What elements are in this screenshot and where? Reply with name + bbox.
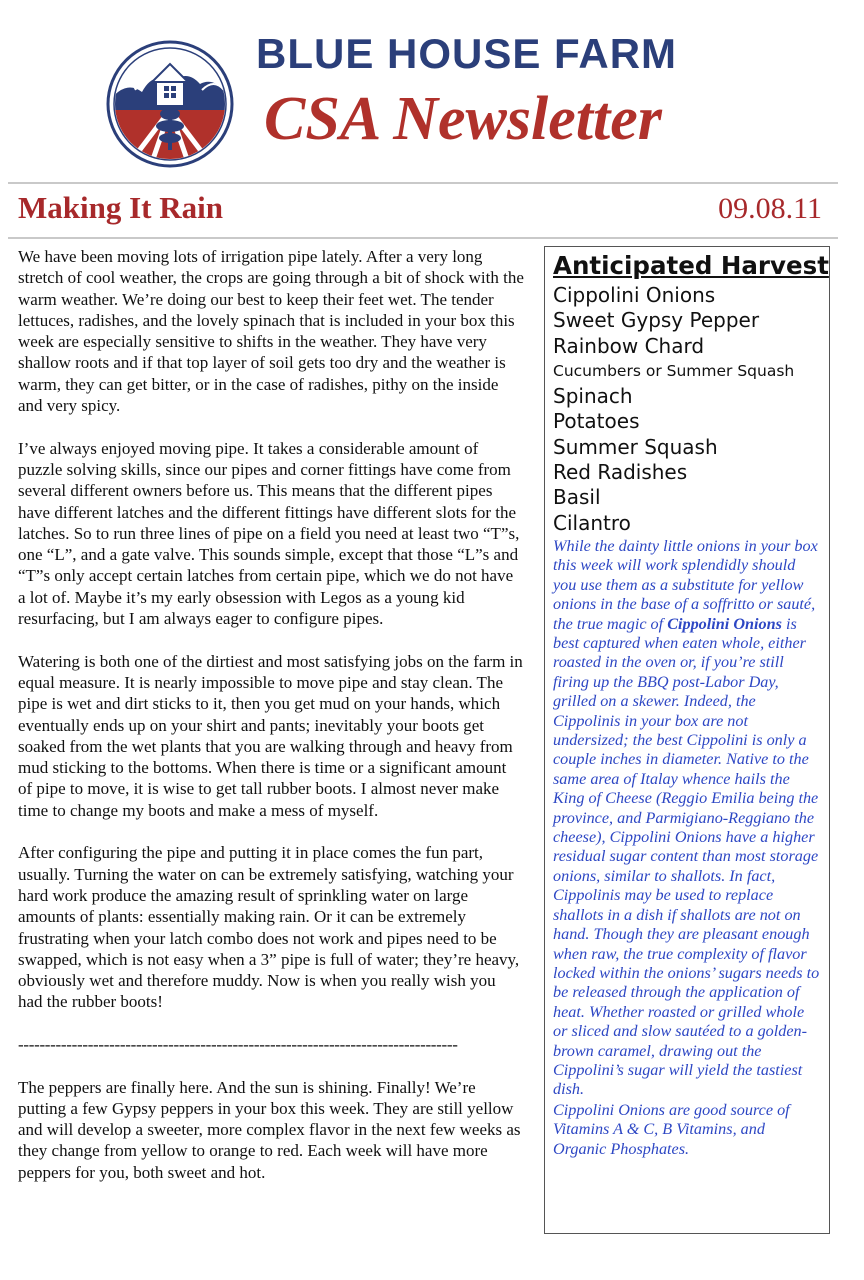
newsletter-name: CSA Newsletter [264, 85, 662, 153]
harvest-item: Summer Squash [553, 434, 718, 459]
section-separator: ---------------------------------------------------------------------------------- [18, 1034, 458, 1054]
note-highlight: Cippolini Onions [667, 614, 782, 633]
harvest-item: Cippolini Onions [553, 283, 716, 307]
header-divider [8, 182, 838, 184]
harvest-list [553, 283, 821, 536]
cippolini-note [553, 537, 821, 1100]
headline-divider [8, 237, 838, 239]
harvest-title: Anticipated Harvest [553, 251, 829, 280]
harvest-item: Potatoes [553, 409, 640, 434]
article-paragraph: I’ve always enjoyed moving pipe. It takes a considerable amount of puzzle solving skills, since our pipes and corner fittings have come from several different owners before us. This means that the different pipes have different latches and the different fittings have different slots for the latches. So to run three lines of pipe on a field you need at least two “T”s, one “L”, and a gate valve. This sounds simple, except that those “L”s and “T”s only accept certain latches from certain pipe, which we do not have a lot of. Maybe it’s my early obsession with Legos as a young kid resurfacing, but I am always eager to configure pipes. [18, 438, 520, 629]
article-headline: Making It Rain [18, 190, 223, 225]
harvest-item: Cucumbers or Summer Squash [553, 361, 795, 380]
nutrition-note: Cippolini Onions are good source of Vitamins A & C, B Vitamins, and Organic Phosphates. [553, 1100, 790, 1158]
issue-date: 09.08.11 [718, 192, 822, 225]
article-paragraph: We have been moving lots of irrigation pipe lately. After a very long stretch of cool weather, the crops are going through a bit of shock with the warm weather. We’re doing our best to keep their feet wet. The tender lettuces, radishes, and the lovely spinach that is included in your box this week are especially sensitive to shifts in the weather. They have very shallow roots and if that top layer of soil gets too dry and the weather is warm, they can get bitter, or in the case of radishes, pithy on the inside and very spicy. [18, 247, 524, 416]
masthead [0, 0, 864, 180]
farm-logo-icon [106, 40, 234, 168]
harvest-item: Spinach [553, 384, 633, 409]
harvest-item: Red Radishes [553, 460, 688, 485]
farm-name: BLUE HOUSE FARM [256, 30, 678, 77]
harvest-item: Cilantro [553, 510, 631, 535]
article-closing-paragraph: The peppers are finally here. And the sun is shining. Finally! We’re putting a few Gypsy peppers in your box this week. They are still yellow and will develop a sweeter, more complex flavor in the next few weeks as they change from yellow to orange to red. Each week will have more peppers for you, both sweet and hot. [18, 1077, 521, 1182]
harvest-item: Rainbow Chard [553, 333, 705, 358]
anticipated-harvest-box [544, 246, 830, 1234]
harvest-item: Sweet Gypsy Pepper [553, 308, 760, 333]
harvest-item: Basil [553, 485, 601, 510]
note-text: While the dainty little onions in your box this week will work splendidly should you use them as a substitute for yellow onions in the base of a soffritto or sauté, the true magic of [553, 536, 818, 633]
article-paragraph: Watering is both one of the dirtiest and most satisfying jobs on the farm in equal measure. It is nearly impossible to move pipe and stay clean. The pipe is wet and dirt sticks to it, then you get mud on your hands, which eventually ends up on your shirt and pants; inevitably your boots get soaked from the wet plants that you are walking through and heavy from mud sticking to the bottoms. When there is time or a significant amount of pipe to move, it is wise to get tall rubber boots. I almost never make time to change my boots and make a mess of myself. [18, 651, 523, 820]
article-body [18, 246, 524, 1204]
article-paragraph: After configuring the pipe and putting it in place comes the fun part, usually. Turning the water on can be extremely satisfying, watching your hard work produce the amazing result of sprinkling water on large amounts of plants: essentially making rain. Or it can be extremely frustrating when your latch combo does not work and pipes need to be swapped, which is not easy when a 3” pipe is full of water; they’re heavy, obviously wet and therefore muddy. Now is when you really wish you had the rubber boots! [18, 843, 520, 1012]
note-text: is best captured when eaten whole, either roasted in the oven or, if you’re still firing up the BBQ post-Labor Day, grilled on a skewer. Indeed, the Cippolinis in your box are not undersized; the best Cippolini is only a couple inches in diameter. Native to the same area of Italay whence hails the King of Cheese (Reggio Emilia being the province, and Parmigiano-Reggiano the cheese), Cippolini Onions have a higher residual sugar content than most storage onions, similar to shallots. In fact, Cippolinis may be used to replace shallots in a dish if shallots are not on hand. Though they are pleasant enough when raw, the true complexity of flavor locked within the onions’ sugars needs to be released through the application of heat. Whether roasted or grilled whole or sliced and slow sautéed to a golden-brown caramel, drawing out the Cippolini’s sugar will yield the tastiest dish. [553, 614, 820, 1099]
